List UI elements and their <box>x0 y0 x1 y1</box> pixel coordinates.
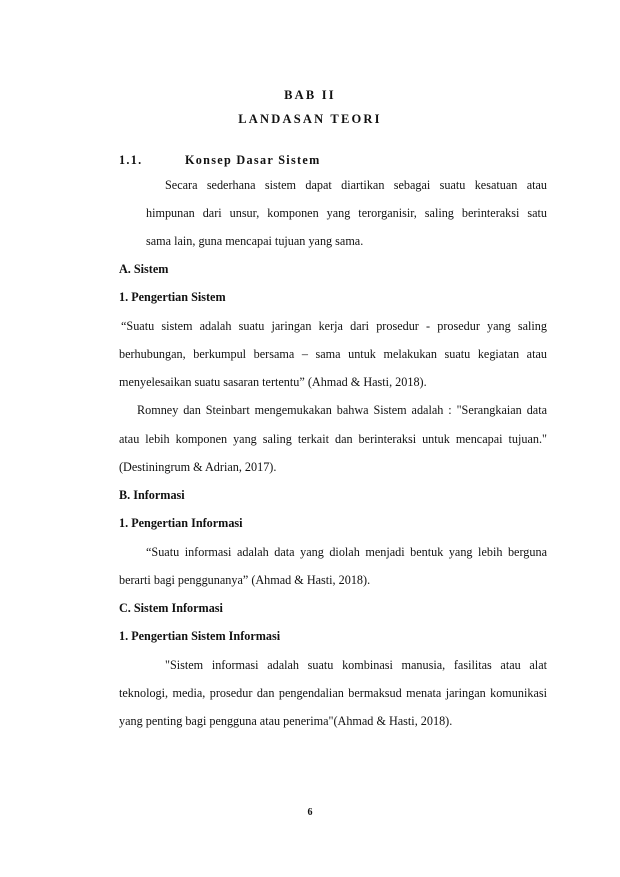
paragraph-line: sama lain, guna mencapai tujuan yang sama. <box>146 234 364 248</box>
section-heading: Konsep Dasar Sistem <box>185 153 321 167</box>
chapter-title: LANDASAN TEORI <box>238 112 382 126</box>
paragraph-line: himpunan dari unsur, komponen yang terorganisir, saling berinteraksi satu <box>146 206 547 220</box>
subsection-heading: C. Sistem Informasi <box>119 601 223 615</box>
subsection-subheading: 1. Pengertian Sistem <box>119 290 226 304</box>
page-number: 6 <box>307 807 313 818</box>
subsection-heading: A. Sistem <box>119 262 169 276</box>
paragraph-line: atau lebih komponen yang saling terkait dan berinteraksi untuk mencapai tujuan." <box>119 432 547 446</box>
paragraph-line: menyelesaikan suatu sasaran tertentu” (Ahmad & Hasti, 2018). <box>119 375 427 389</box>
paragraph-line: berarti bagi penggunanya” (Ahmad & Hasti, 2018). <box>119 573 371 587</box>
paragraph-line: “Suatu sistem adalah suatu jaringan kerja dari prosedur - prosedur yang saling <box>121 319 547 333</box>
paragraph-line: berhubungan, berkumpul bersama – sama untuk melakukan suatu kegiatan atau <box>119 347 547 361</box>
subsection-subheading: 1. Pengertian Sistem Informasi <box>119 629 281 643</box>
subsection-subheading: 1. Pengertian Informasi <box>119 516 243 530</box>
paragraph-line: "Sistem informasi adalah suatu kombinasi manusia, fasilitas atau alat <box>165 658 547 672</box>
section-number: 1.1. <box>119 153 143 167</box>
paragraph-line: yang penting bagi pengguna atau penerima"(Ahmad & Hasti, 2018). <box>119 714 453 728</box>
paragraph-line: Secara sederhana sistem dapat diartikan sebagai suatu kesatuan atau <box>165 178 547 192</box>
subsection-heading: B. Informasi <box>119 488 185 502</box>
paragraph-line: (Destiningrum & Adrian, 2017). <box>119 460 277 474</box>
chapter-number: BAB II <box>284 88 336 102</box>
paragraph-line: teknologi, media, prosedur dan pengendalian bermaksud menata jaringan komunikasi <box>119 686 547 700</box>
paragraph-line: Romney dan Steinbart mengemukakan bahwa Sistem adalah : "Serangkaian data <box>137 403 547 417</box>
paragraph-line: “Suatu informasi adalah data yang diolah menjadi bentuk yang lebih berguna <box>146 545 547 559</box>
